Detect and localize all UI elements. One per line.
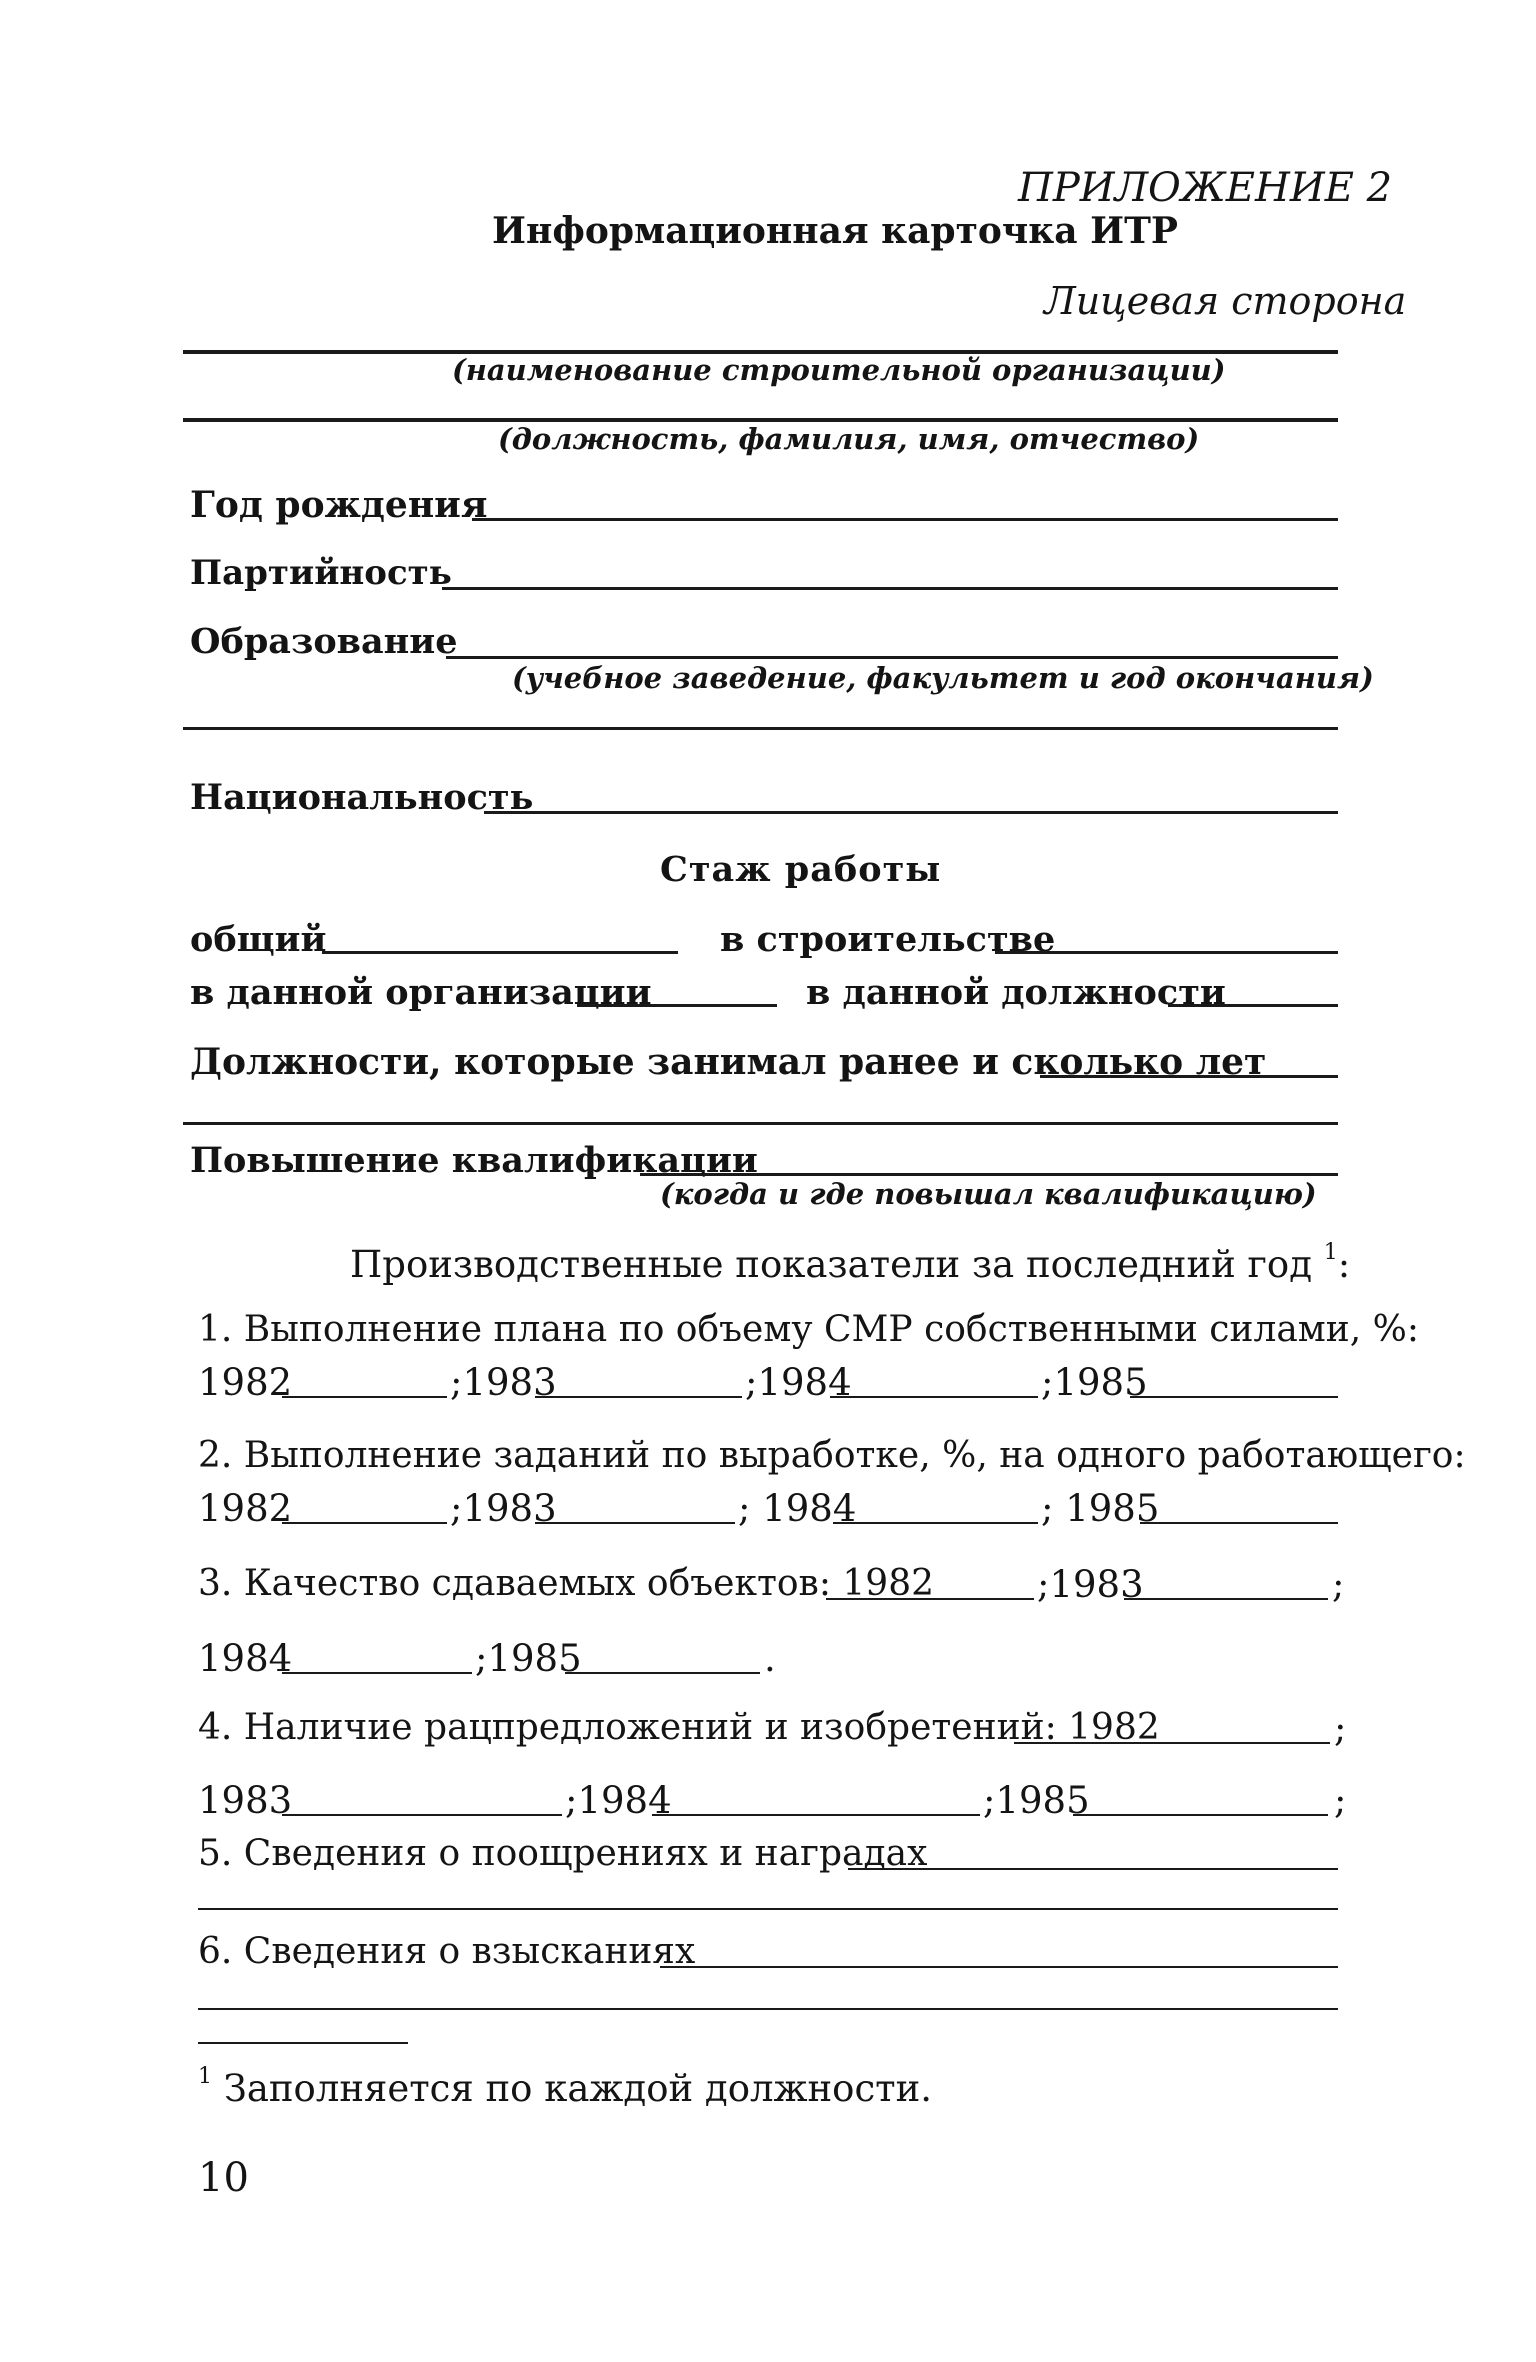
item3-1984-line[interactable] xyxy=(282,1672,472,1674)
item2-year-1983: ;1983 xyxy=(450,1487,557,1530)
party-line[interactable] xyxy=(442,587,1338,590)
qualification-label: Повышение квалификации xyxy=(190,1140,758,1181)
item1-1982-line[interactable] xyxy=(282,1396,447,1398)
experience-organization-line[interactable] xyxy=(577,1004,777,1007)
previous-positions-label: Должности, которые занимал ранее и сколько лет xyxy=(190,1041,1267,1083)
experience-title: Стаж работы xyxy=(660,849,942,890)
item1-label: 1. Выполнение плана по объему СМР собственными силами, %: xyxy=(198,1309,1420,1350)
education-label: Образование xyxy=(190,621,458,662)
page-title: Информационная карточка ИТР xyxy=(492,210,1178,252)
birth-year-label: Год рождения xyxy=(190,484,488,526)
organization-caption: (наименование строительной организации) xyxy=(452,353,1226,387)
item3-semicolon: ; xyxy=(1332,1563,1345,1606)
education-caption: (учебное заведение, факультет и год окончания) xyxy=(512,661,1374,695)
item1-year-1983: ;1983 xyxy=(450,1361,557,1404)
nationality-line[interactable] xyxy=(484,811,1338,814)
nationality-label: Национальность xyxy=(190,777,534,818)
person-caption: (должность, фамилия, имя, отчество) xyxy=(498,422,1200,456)
appendix-label: ПРИЛОЖЕНИЕ 2 xyxy=(1018,165,1393,211)
item6-label: 6. Сведения о взысканиях xyxy=(198,1931,696,1972)
item3-year-1985: ;1985 xyxy=(475,1637,582,1680)
item4-year-1983: 1983 xyxy=(198,1779,293,1822)
party-label: Партийность xyxy=(190,553,452,593)
experience-construction-line[interactable] xyxy=(995,951,1338,954)
item3-year-1983: ;1983 xyxy=(1037,1563,1144,1606)
item4-year-1984: ;1984 xyxy=(565,1779,672,1822)
item1-1984-line[interactable] xyxy=(830,1396,1038,1398)
item3-label: 3. Качество сдаваемых объектов: 1982 xyxy=(198,1563,935,1604)
item1-year-1984: ;1984 xyxy=(745,1361,852,1404)
footnote-divider xyxy=(198,2042,408,2044)
item3-1983-line[interactable] xyxy=(1124,1598,1328,1600)
qualification-line[interactable] xyxy=(640,1173,1338,1176)
item2-year-1985: ; 1985 xyxy=(1041,1487,1160,1530)
item5-line[interactable] xyxy=(848,1868,1338,1870)
item6-line-2[interactable] xyxy=(198,2008,1338,2010)
item1-year-1985: ;1985 xyxy=(1041,1361,1148,1404)
item4-1984-line[interactable] xyxy=(652,1814,980,1816)
side-label: Лицевая сторона xyxy=(1044,279,1407,323)
footnote-mark: 1 xyxy=(198,2064,212,2089)
experience-position-label: в данной должности xyxy=(806,972,1226,1013)
indicators-title xyxy=(350,1240,1351,1286)
item2-1985-line[interactable] xyxy=(1140,1522,1338,1524)
indicators-footnote-ref: 1 xyxy=(1323,1240,1338,1265)
education-line[interactable] xyxy=(446,656,1338,659)
item4-semicolon-2: ; xyxy=(1334,1779,1347,1822)
item2-label: 2. Выполнение заданий по выработке, %, на одного работающего: xyxy=(198,1435,1466,1476)
item5-line-2[interactable] xyxy=(198,1908,1338,1910)
item3-1985-line[interactable] xyxy=(565,1672,760,1674)
item2-1982-line[interactable] xyxy=(282,1522,447,1524)
item3-period: . xyxy=(764,1637,776,1680)
qualification-caption: (когда и где повышал квалификацию) xyxy=(660,1177,1317,1211)
item2-year-1982: 1982 xyxy=(198,1487,293,1530)
item3-year-1984: 1984 xyxy=(198,1637,293,1680)
previous-positions-line-2[interactable] xyxy=(183,1122,1338,1125)
item4-semicolon-1: ; xyxy=(1334,1707,1347,1750)
item6-line[interactable] xyxy=(660,1966,1338,1968)
item1-year-1982: 1982 xyxy=(198,1361,293,1404)
indicators-title-text: Производственные показатели за последний год xyxy=(350,1243,1312,1286)
item5-label: 5. Сведения о поощрениях и наградах xyxy=(198,1833,928,1874)
indicators-title-colon: : xyxy=(1337,1243,1351,1286)
experience-position-line[interactable] xyxy=(1168,1004,1338,1007)
experience-construction-label: в строительстве xyxy=(720,919,1056,960)
item4-year-1985: ;1985 xyxy=(983,1779,1090,1822)
item3-1982-line[interactable] xyxy=(826,1598,1034,1600)
footnote xyxy=(198,2064,933,2110)
previous-positions-line[interactable] xyxy=(1040,1075,1338,1078)
experience-total-label: общий xyxy=(190,919,327,960)
item1-1983-line[interactable] xyxy=(535,1396,742,1398)
item2-1984-line[interactable] xyxy=(833,1522,1038,1524)
item2-year-1984: ; 1984 xyxy=(738,1487,857,1530)
education-line-2[interactable] xyxy=(183,727,1338,730)
item2-1983-line[interactable] xyxy=(535,1522,735,1524)
footnote-text: Заполняется по каждой должности. xyxy=(223,2067,933,2110)
experience-total-line[interactable] xyxy=(322,951,678,954)
item4-label: 4. Наличие рацпредложений и изобретений: 1982 xyxy=(198,1707,1160,1748)
item4-1982-line[interactable] xyxy=(1014,1742,1330,1744)
experience-organization-label: в данной организации xyxy=(190,972,652,1013)
page-number: 10 xyxy=(198,2155,249,2201)
item4-1983-line[interactable] xyxy=(282,1814,562,1816)
item1-1985-line[interactable] xyxy=(1130,1396,1338,1398)
birth-year-line[interactable] xyxy=(472,518,1338,521)
item4-1985-line[interactable] xyxy=(1073,1814,1328,1816)
